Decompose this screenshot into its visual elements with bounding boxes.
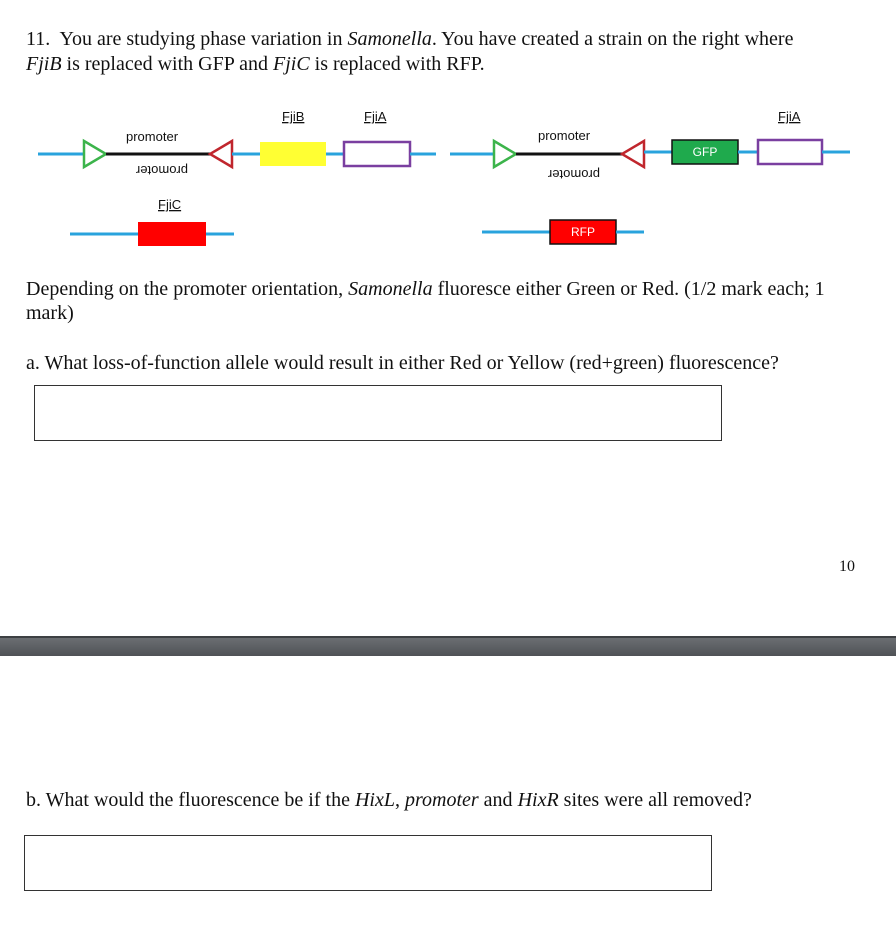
question-b-text xyxy=(26,788,866,812)
question-b-part: sites were all removed? xyxy=(558,789,752,811)
fluorescence-statement xyxy=(26,277,866,325)
question-a-text: a. What loss-of-function allele would result in either Red or Yellow (red+green) fluorescence? xyxy=(26,352,779,374)
site-name: promoter xyxy=(404,789,479,811)
fjic-gene-box xyxy=(138,222,206,246)
fjia-gene-label: FjiA xyxy=(364,109,387,124)
fjib-gene-label: FjiB xyxy=(282,109,305,124)
organism-name: Samonella xyxy=(347,28,432,50)
hixr-triangle-red xyxy=(622,141,644,167)
page-break-divider xyxy=(0,638,896,656)
answer-box-a[interactable] xyxy=(34,385,722,441)
statement-text: fluoresce either Green or Red. (1/2 mark each; 1 mark) xyxy=(26,278,825,324)
phase-variation-diagram xyxy=(0,100,896,260)
fjia-gene-box xyxy=(344,142,410,166)
fjic-gene-label: FjiC xyxy=(158,197,182,212)
fjia-gene-box xyxy=(758,140,822,164)
promoter-inverted-label: promoter xyxy=(135,163,188,178)
hixl-triangle-green xyxy=(494,141,516,167)
gene-name: FjiC xyxy=(273,53,310,75)
question-b-part: , xyxy=(394,789,405,811)
question-text-part: is replaced with GFP and xyxy=(61,53,273,75)
question-text-part: is replaced with RFP. xyxy=(309,53,485,75)
hixr-triangle-red xyxy=(210,141,232,167)
right-construct xyxy=(450,109,850,244)
promoter-inverted-label: promoter xyxy=(547,167,600,182)
answer-box-b[interactable] xyxy=(24,835,712,891)
question-text-part: . You have created a strain on the right where xyxy=(431,28,794,50)
gfp-label: GFP xyxy=(692,145,718,159)
question-text xyxy=(26,27,876,77)
site-name: HixL xyxy=(354,789,395,811)
question-text-part: You are studying phase variation in xyxy=(59,28,348,50)
left-construct xyxy=(38,109,436,246)
page-number: 10 xyxy=(839,558,855,575)
statement-text: Depending on the promoter orientation, xyxy=(26,278,349,300)
gene-name: FjiB xyxy=(26,53,62,75)
rfp-label: RFP xyxy=(571,225,595,239)
site-name: HixR xyxy=(517,789,559,811)
organism-name: Samonella xyxy=(348,278,433,300)
question-b-part: and xyxy=(478,789,518,811)
hixl-triangle-green xyxy=(84,141,106,167)
fjib-gene-box xyxy=(260,142,326,166)
promoter-label: promoter xyxy=(538,128,591,143)
question-b-part: b. What would the fluorescence be if the xyxy=(26,789,355,811)
question-number: 11. xyxy=(26,28,51,50)
promoter-label: promoter xyxy=(126,129,179,144)
fjia-gene-label: FjiA xyxy=(778,109,801,124)
